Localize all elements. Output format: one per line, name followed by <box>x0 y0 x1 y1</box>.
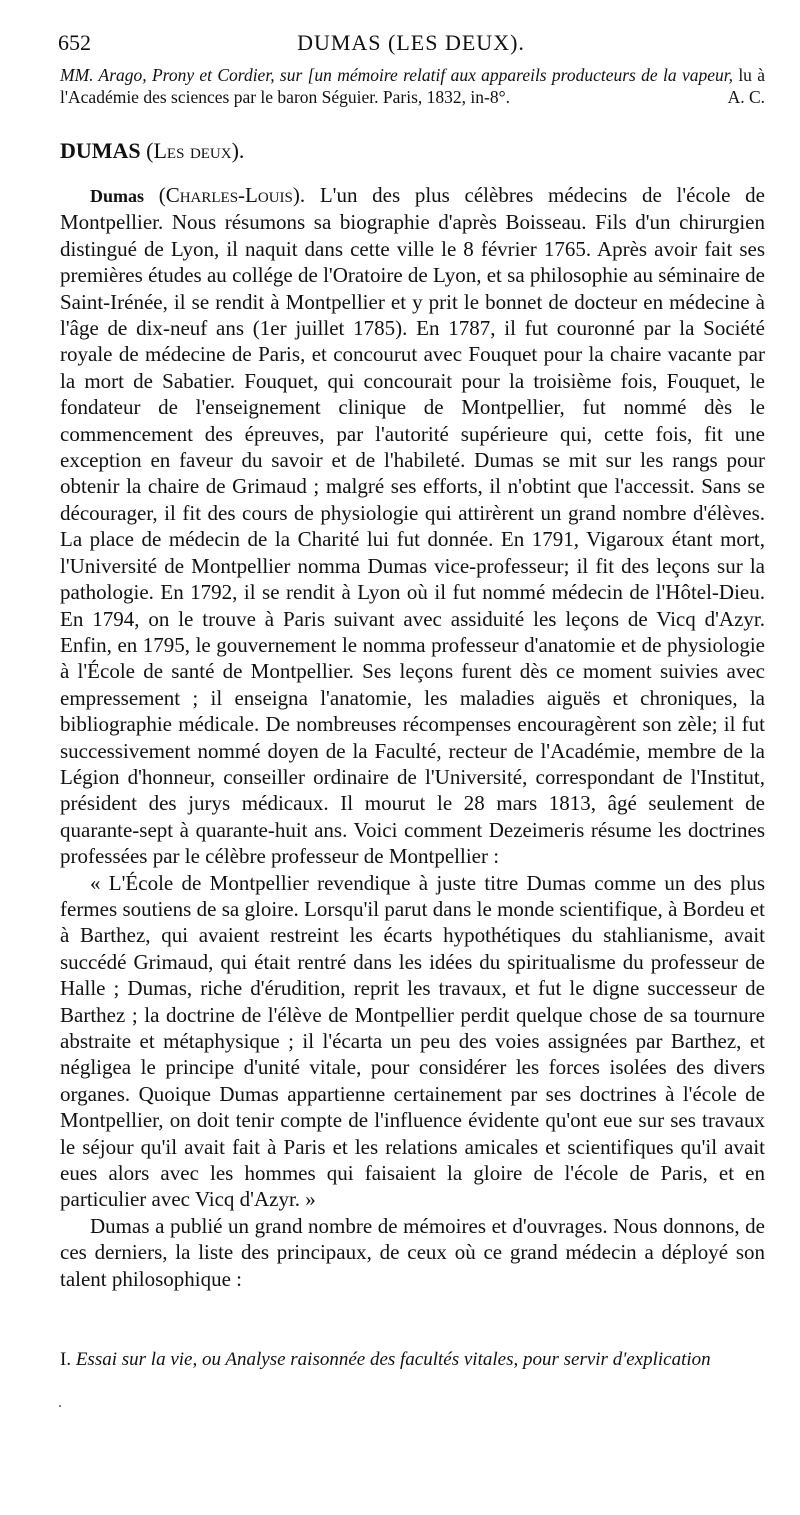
works-list-item <box>60 1348 765 1372</box>
quotation-paragraph: « L'École de Montpellier revendique à juste titre Dumas comme un des plus fermes soutiens de sa gloire. Lorsqu'il parut dans le monde scientifique, à Bordeu et à Barthez, qui avaient restreint les écarts hypothétiques du stahlianisme, avait succédé Grimaud, qui était rentré dans les idées du spiritualisme du professeur de Halle ; Dumas, riche d'érudition, reprit les travaux, et fut le digne successeur de Barthez ; la doctrine de l'élève de Montpellier perdit quelque chose de sa tournure abstraite et métaphysique ; il l'écarta un peu des voies assignées par Barthez, et négligea le principe d'unité vitale, pour considérer les forces isolées des divers organes. Quoique Dumas appartienne certainement par ses doctrines à l'école de Montpellier, on doit tenir compte de l'influence évidente qu'ont eue sur ses travaux le séjour qu'il avait fait à Paris et les relations amicales et scientifiques qu'il avait eues alors avec les hommes qui faisaient la gloire de l'école de Paris, et en particulier avec Vicq d'Azyr. » <box>60 870 765 1212</box>
section-heading-name: DUMAS <box>60 138 141 163</box>
list-numeral: I. <box>60 1349 72 1370</box>
paragraph-text: L'un des plus célèbres médecins de l'école de Montpellier. Nous résumons sa biographie d'après Boisseau. Fils d'un chirurgien distingué de Lyon, il naquit dans cette ville le 8 février 1765. Après avoir fait ses premières études au collége de l'Oratoire de Lyon, et sa philosophie au séminaire de Saint-Irénée, il se rendit à Montpellier et y prit le bonnet de docteur en médecine à l'âge de dix-neuf ans (1er juillet 1785). En 1787, il fut couronné par la Société royale de médecine de Paris, et concourut avec Fouquet pour la chaire vacante par la mort de Sabatier. Fouquet, qui concourait pour la troisième fois, Fouquet, le fondateur de l'enseignement clinique de Montpellier, fut nommé dès le commencement des épreuves, par l'autorité supérieure qui, cette fois, fit une exception en faveur du savoir et de l'habileté. Dumas se mit sur les rangs pour obtenir la chaire de Grimaud ; malgré ses efforts, il n'obtint que l'accessit. Sans se décourager, il fit des cours de physiologie qui attirèrent un grand nombre d'élèves. La place de médecin de la Charité lui fut donnée. En 1791, Vigaroux étant mort, l'Université de Montpellier nomma Dumas vice-professeur; il fit des leçons sur la pathologie. En 1792, il se rendit à Lyon où il fut nommé médecin de l'Hôtel-Dieu. En 1794, on le trouve à Paris suivant avec assiduité les leçons de Vicq d'Azyr. Enfin, en 1795, le gouvernement le nomma professeur d'anatomie et de physiologie à l'École de santé de Montpellier. Ses leçons furent dès ce moment suivies avec empressement ; il enseigna l'anatomie, les maladies aiguës et chroniques, la bibliographie médicale. De nombreuses récompenses encouragèrent son zèle; il fut successivement nommé doyen de la Faculté, recteur de l'Académie, membre de la Légion d'honneur, conseiller ordinaire de l'Université, correspondant de l'Institut, président des jurys médicaux. Il mourut le 28 mars 1813, âgé seulement de quarante-sept à quarante-huit ans. Voici comment Dezeimeris résume les doctrines professées par le célèbre professeur de Montpellier : <box>60 183 765 869</box>
page-number: 652 <box>58 30 91 55</box>
list-item-title: Essai sur la vie, ou Analyse raisonnée des facultés vitales, pour servir d'explication <box>75 1349 711 1370</box>
print-speck <box>59 1405 61 1407</box>
previous-entry-citation <box>60 64 765 108</box>
section-heading <box>60 138 244 164</box>
section-heading-qualifier: (Les deux). <box>146 138 245 163</box>
citation-authors: MM. Arago, Prony et Cordier, <box>60 65 275 85</box>
running-head <box>58 30 764 58</box>
citation-title: sur [un mémoire relatif aux appareils producteurs de la vapeur, <box>279 65 733 85</box>
entry-lead-forename: (Charles-Louis). <box>158 183 306 207</box>
biography-paragraph <box>60 182 765 870</box>
citation-details: lu à l'Académie des sciences par le baron Séguier. Paris, 1832, in-8°. <box>60 65 766 107</box>
biography-text <box>60 182 765 1292</box>
works-intro-paragraph: Dumas a publié un grand nombre de mémoires et d'ouvrages. Nous donnons, de ces derniers, la liste des principaux, de ceux où ce grand médecin a déployé son talent philosophique : <box>60 1213 765 1291</box>
running-head-title: DUMAS (LES DEUX). <box>297 30 525 55</box>
entry-lead-name: Dumas <box>90 186 145 206</box>
citation-signature: A. C. <box>727 87 765 107</box>
